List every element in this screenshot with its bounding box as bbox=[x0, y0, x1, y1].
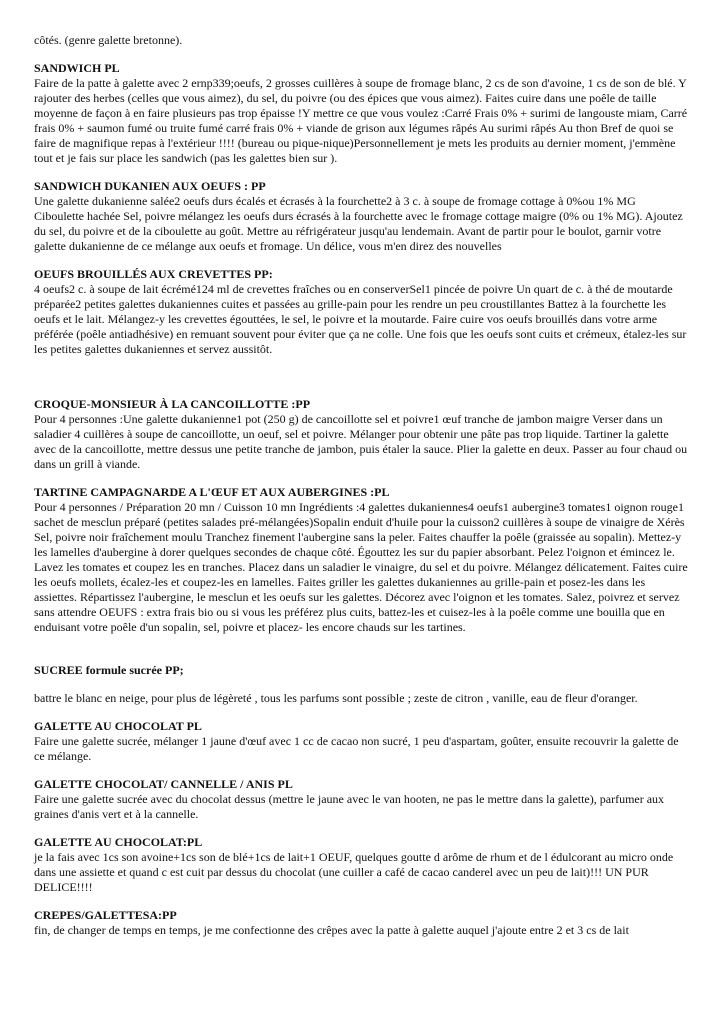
recipe-tartine-campagnarde bbox=[34, 485, 688, 635]
sucree-heading bbox=[34, 663, 688, 678]
recipe-sandwich-pl bbox=[34, 61, 688, 166]
sucree-title: SUCREE bbox=[34, 663, 83, 677]
recipe-title: OEUFS BROUILLÉS AUX CREVETTES PP: bbox=[34, 267, 273, 281]
recipe-body: 4 oeufs2 c. à soupe de lait écrémé124 ml de crevettes fraîches ou en conserverSel1 pincée de poivre Un quart de c. à thé de moutarde préparée2 petites galettes dukaniennes cuites et passées au grille-pain pour les rendre un peu croustillantes Battez à la fourchette les oeufs et le lait. Mélangez-y les crevettes égouttées, le sel, le poivre et la moutarde. Faire cuire vos oeufs brouillés dans votre arme préférée (poêle antiadhésive) en remuant souvent pour éviter que ça ne colle. Une fois que les oeufs sont cuits et crémeux, étalez-les sur les petites galettes dukaniennes et servez aussitôt. bbox=[34, 282, 687, 356]
recipe-title: GALETTE CHOCOLAT/ CANNELLE / ANIS PL bbox=[34, 777, 293, 791]
sucree-body: battre le blanc en neige, pour plus de légèreté , tous les parfums sont possible ; zeste de citron , vanille, eau de fleur d'oranger. bbox=[34, 691, 638, 705]
recipe-title: CROQUE-MONSIEUR À LA CANCOILLOTTE :PP bbox=[34, 397, 311, 411]
recipe-sandwich-dukanien bbox=[34, 179, 688, 254]
recipe-title: TARTINE CAMPAGNARDE A L'ŒUF ET AUX AUBERGINES :PL bbox=[34, 485, 390, 499]
recipe-galette-chocolat bbox=[34, 719, 688, 764]
sucree-section bbox=[34, 663, 688, 706]
sucree-subtitle: formule sucrée PP; bbox=[82, 663, 184, 677]
recipe-body: Faire de la patte à galette avec 2 ernp339;oeufs, 2 grosses cuillères à soupe de fromage blanc, 2 cs de son d'avoine, 1 cs de son de blé. Y rajouter des herbes (celles que vous aimez), du sel, du poivre (ou des épices que vous aimez). Faites cuire dans une poêle de taille moyenne de façon à en faire plusieurs pas trop épaisse !Y mettre ce que vous voulez :Carré Frais 0% + surimi de langouste miam, Carré frais 0% + saumon fumé ou truite fumé carré frais 0% + viande de grison aux légumes râpés Au surimi râpés Au thon Bref de quoi se faire de magnifique repas à l'extérieur !!!! (bureau ou pique-nique)Personnellement je mets les produits au dernier moment, j'emmène tout et je fais sur place les sandwich (pas les galettes bien sur ). bbox=[34, 76, 688, 165]
recipe-crepes-galettes bbox=[34, 908, 688, 938]
recipe-croque-monsieur bbox=[34, 397, 688, 472]
recipe-galette-au-chocolat-pl bbox=[34, 835, 688, 895]
recipe-title: SANDWICH PL bbox=[34, 61, 120, 75]
recipe-body: Pour 4 personnes / Préparation 20 mn / Cuisson 10 mn Ingrédients :4 galettes dukaniennes4 oeufs1 aubergine3 tomates1 oignon rouge1 sachet de mesclun préparé (petites salades pré-mélangées)Sopalin enduit d'huile pour la cuisson2 cuillères à soupe de vinaigre de Xérès Sel, poivre noir fraîchement moulu Tranchez finement l'aubergine sans la peler. Faites chauffer la poêle (graissée au sopalin). Mettez-y les lamelles d'aubergine à dorer quelques secondes de chaque côté. Égouttez les sur du papier absorbant. Pelez l'oignon et émincez le. Lavez les tomates et coupez les en tranches. Placez dans un saladier le vinaigre, du sel et du poivre. Mélangez délicatement. Faites cuire les oeufs mollets, écalez-les et coupez-les en lamelles. Faites griller les galettes dukaniennes au grille-pain et posez-les dans les assiettes. Répartissez l'aubergine, le mesclun et les oeufs sur les galettes. Décorez avec l'oignon et les tomates. Salez, poivrez et servez sans attendre OEUFS : extra frais bio ou si vous les préférez plus cuits, battez-les et cuisez-les à la poêle comme une bouilla que en enduisant votre poêle d'un sopalin, sel, poivre et placez- les encore chauds sur les tartines. bbox=[34, 500, 688, 634]
recipe-body: Faire une galette sucrée, mélanger 1 jaune d'œuf avec 1 cc de cacao non sucré, 1 peu d'aspartam, goûter, ensuite recouvrir la galette de ce mélange. bbox=[34, 734, 679, 763]
recipe-title: CREPES/GALETTESA:PP bbox=[34, 908, 177, 922]
recipe-title: GALETTE AU CHOCOLAT PL bbox=[34, 719, 202, 733]
recipe-title: GALETTE AU CHOCOLAT:PL bbox=[34, 835, 203, 849]
lead-text: côtés. (genre galette bretonne). bbox=[34, 33, 183, 47]
recipe-body: je la fais avec 1cs son avoine+1cs son de blé+1cs de lait+1 OEUF, quelques goutte d arôme de rhum et de l édulcorant au micro onde dans une assiette et quand c est cuit par dessus du chocolat (une cuiller a café de cacao canderel avec un peu de lait)!!! UN PUR DELICE!!!! bbox=[34, 850, 674, 894]
recipe-body: Pour 4 personnes :Une galette dukanienne1 pot (250 g) de cancoillotte sel et poivre1 œuf tranche de jambon maigre Verser dans un saladier 4 cuillères à soupe de cancoillotte, un oeuf, sel et poivre. Mélanger pour obtenir une pâte pas trop liquide. Tartiner la galette avec de la cancoillotte, mettre dessus une petite tranche de jambon, puis étaler la sauce. Plier la galette en deux. Passer au four chaud ou dans un grill à viande. bbox=[34, 412, 688, 471]
recipe-body: Une galette dukanienne salée2 oeufs durs écalés et écrasés à la fourchette2 à 3 c. à soupe de fromage cottage à 0%ou 1% MG Ciboulette hachée Sel, poivre mélangez les oeufs durs écrasés à la fourchette avec le fromage cottage maigre (0% ou 1% MG). Ajoutez du sel, du poivre et de la ciboulette au goût. Mettre au réfrigérateur jusqu'au lendemain. Avant de partir pour le boulot, garnir votre galette dukanienne de ce mélange aux oeufs et fromage. Un délice, vous m'en direz des nouvelles bbox=[34, 194, 683, 253]
recipe-body: fin, de changer de temps en temps, je me confectionne des crêpes avec la patte à galette auquel j'ajoute entre 2 et 3 cs de lait bbox=[34, 923, 629, 937]
recipe-body: Faire une galette sucrée avec du chocolat dessus (mettre le jaune avec le van hooten, ne pas le mettre dans la galette), parfumer aux graines d'anis vert et à la cannelle. bbox=[34, 792, 665, 821]
recipe-oeufs-brouilles bbox=[34, 267, 688, 357]
recipe-title: SANDWICH DUKANIEN AUX OEUFS : PP bbox=[34, 179, 266, 193]
recipe-galette-chocolat-cannelle bbox=[34, 777, 688, 822]
